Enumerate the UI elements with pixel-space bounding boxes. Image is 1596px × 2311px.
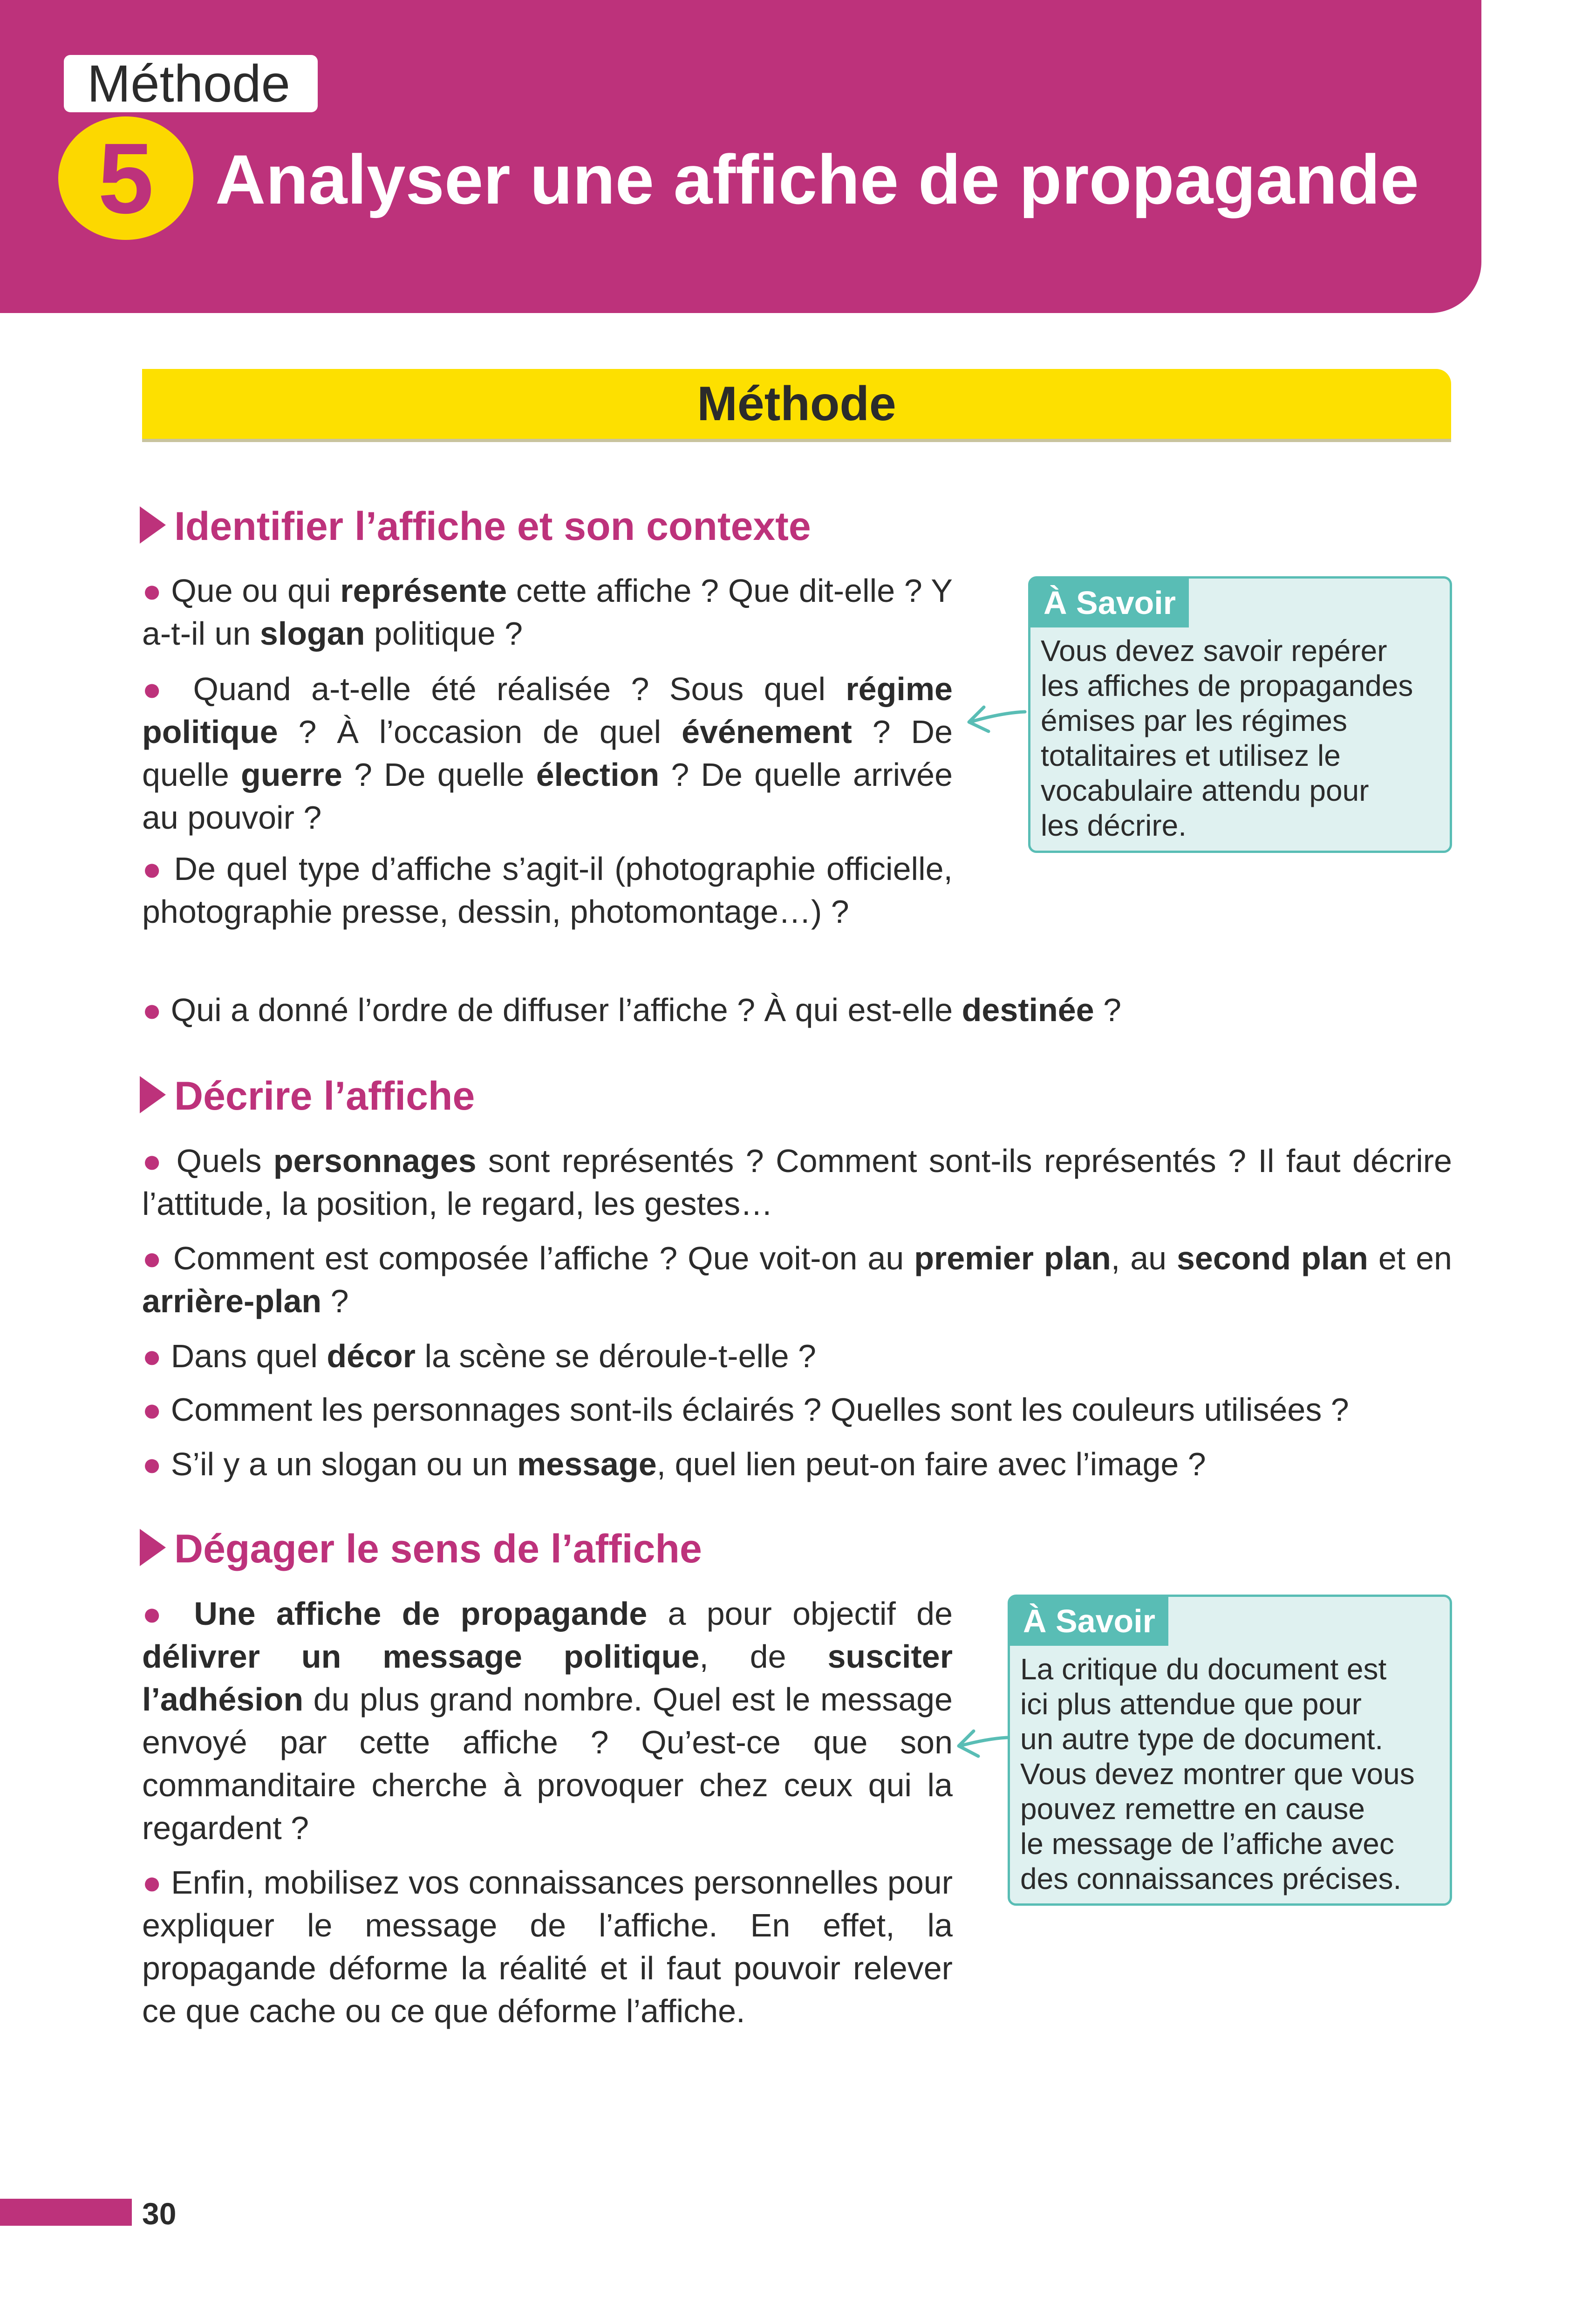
bullet-dot-icon: ● <box>142 1864 171 1901</box>
savoir-line: un autre type de document. <box>1020 1722 1384 1756</box>
text-run: du plus grand nombre. Quel est le message envoyé par cette affiche ? Qu’est-ce que son commanditaire cherche à provoquer chez ceux qui la regardent ? <box>142 1681 953 1846</box>
list-item <box>142 1237 1452 1323</box>
savoir-tag: À Savoir <box>1030 579 1189 627</box>
bold-text: destinée <box>962 992 1094 1028</box>
savoir-line: vocabulaire attendu pour <box>1041 774 1369 807</box>
list-item <box>142 1443 1452 1486</box>
bullet-dot-icon: ● <box>142 1391 171 1428</box>
text-run: , au <box>1111 1240 1177 1276</box>
list-item <box>142 1139 1452 1225</box>
savoir-line: totalitaires et utilisez le <box>1041 739 1341 772</box>
bold-text: personnages <box>273 1143 477 1179</box>
bullet-dot-icon: ● <box>142 1446 171 1482</box>
text-run: politique ? <box>365 615 523 652</box>
methode-tab-label: Méthode <box>64 55 318 112</box>
savoir-line: les affiches de propagandes <box>1041 669 1413 702</box>
list-item <box>142 668 953 839</box>
footer-bar <box>0 2199 132 2226</box>
text-run: cette affiche ? Que dit-elle ? Y a-t-il un <box>142 573 953 652</box>
text-run: Quand a-t-elle été réalisée ? Sous quel <box>193 671 846 707</box>
bold-text: second plan <box>1176 1240 1368 1276</box>
savoir-line: ici plus attendue que pour <box>1020 1687 1362 1721</box>
text-run: Que ou qui <box>171 573 341 609</box>
text-run: et en <box>1368 1240 1452 1276</box>
text-run: ? <box>1094 992 1122 1028</box>
bold-text: régime politique <box>142 671 953 750</box>
list-item <box>142 1335 1452 1377</box>
savoir-text <box>1020 1652 1440 1896</box>
bullet-dot-icon: ● <box>142 851 174 887</box>
text-run: sont représentés ? Comment sont-ils représentés ? Il faut décrire l’attitude, la position, le regard, les gestes… <box>142 1143 1452 1222</box>
text-run: a pour objectif de <box>647 1595 953 1632</box>
section-title-text: Identifier l’affiche et son contexte <box>174 504 811 549</box>
savoir-line: les décrire. <box>1041 809 1187 842</box>
methode-banner-label: Méthode <box>697 377 896 431</box>
savoir-line: Vous devez montrer que vous <box>1020 1757 1415 1791</box>
savoir-tag: À Savoir <box>1010 1597 1168 1646</box>
savoir-line: le message de l’affiche avec <box>1020 1827 1394 1861</box>
text-run: ? De quelle <box>142 714 953 793</box>
bullet-dot-icon: ● <box>142 1595 194 1632</box>
text-run: , de <box>699 1638 828 1675</box>
method-number-badge: 5 <box>58 116 193 240</box>
arrow-left-icon <box>950 1724 1011 1766</box>
section-title-text: Décrire l’affiche <box>174 1074 475 1118</box>
section-title-degager <box>140 1523 702 1575</box>
section-title-identifier <box>140 501 811 552</box>
list-item <box>142 847 953 933</box>
methode-banner <box>142 369 1451 439</box>
bold-text: décor <box>327 1338 416 1374</box>
savoir-line: émises par les régimes <box>1041 704 1347 737</box>
list-item <box>142 1592 953 1849</box>
text-run: ? De quelle arrivée au pouvoir ? <box>142 757 953 836</box>
savoir-text <box>1041 634 1440 843</box>
text-run: ? À l’occasion de quel <box>278 714 682 750</box>
text-run: Qui a donné l’ordre de diffuser l’affiche ? À qui est-elle <box>171 992 962 1028</box>
bullet-dot-icon: ● <box>142 573 171 609</box>
text-run: Quels <box>176 1143 273 1179</box>
triangle-bullet-icon <box>140 1529 166 1566</box>
page-number: 30 <box>142 2196 177 2231</box>
text-run: Enfin, mobilisez vos connaissances personnelles pour expliquer le message de l’affiche. En effet, la propagande déforme la réalité et il faut pouvoir relever ce que cache ou ce que déforme l’affiche. <box>142 1864 953 2029</box>
list-item <box>142 1861 953 2032</box>
text-run: Comment est composée l’affiche ? Que voit-on au <box>173 1240 914 1276</box>
bold-text: slogan <box>259 615 365 652</box>
bold-text: arrière-plan <box>142 1283 322 1319</box>
bullet-dot-icon: ● <box>142 671 193 707</box>
bold-text: événement <box>682 714 852 750</box>
section-title-decrire <box>140 1070 475 1122</box>
bullet-dot-icon: ● <box>142 1338 171 1374</box>
bold-text: susciter l’adhésion <box>142 1638 953 1718</box>
triangle-bullet-icon <box>140 1076 166 1113</box>
page-title: Analyser une affiche de propagande <box>215 140 1419 218</box>
arrow-left-icon <box>960 699 1030 741</box>
savoir-box <box>1028 576 1452 853</box>
bullet-dot-icon: ● <box>142 1143 177 1179</box>
savoir-line: Vous devez savoir repérer <box>1041 634 1387 668</box>
text-run: Dans quel <box>171 1338 327 1374</box>
savoir-line: La critique du document est <box>1020 1652 1387 1686</box>
list-item <box>142 988 1446 1031</box>
list-item <box>142 1388 1452 1431</box>
bullet-dot-icon: ● <box>142 1240 173 1276</box>
text-run: ? De quelle <box>342 757 536 793</box>
bold-text: élection <box>536 757 660 793</box>
text-run: S’il y a un slogan ou un <box>171 1446 518 1482</box>
bold-text: délivrer un message politique <box>142 1638 700 1675</box>
triangle-bullet-icon <box>140 506 166 544</box>
savoir-box <box>1008 1595 1452 1906</box>
bullet-dot-icon: ● <box>142 992 171 1028</box>
bold-text: message <box>517 1446 657 1482</box>
text-run: Comment les personnages sont-ils éclairés ? Quelles sont les couleurs utilisées ? <box>171 1391 1349 1428</box>
bold-text: premier plan <box>914 1240 1111 1276</box>
bold-text: Une affiche de propagande <box>194 1595 648 1632</box>
bold-text: représente <box>340 573 507 609</box>
text-run: la scène se déroule-t-elle ? <box>416 1338 816 1374</box>
text-run: , quel lien peut-on faire avec l’image ? <box>656 1446 1206 1482</box>
savoir-line: pouvez remettre en cause <box>1020 1792 1365 1826</box>
text-run: ? <box>321 1283 349 1319</box>
list-item <box>142 569 953 655</box>
section-title-text: Dégager le sens de l’affiche <box>174 1527 702 1571</box>
savoir-line: des connaissances précises. <box>1020 1862 1402 1895</box>
bold-text: guerre <box>240 757 342 793</box>
text-run: De quel type d’affiche s’agit-il (photographie officielle, photographie presse, dessin, photomontage…) ? <box>142 851 953 930</box>
